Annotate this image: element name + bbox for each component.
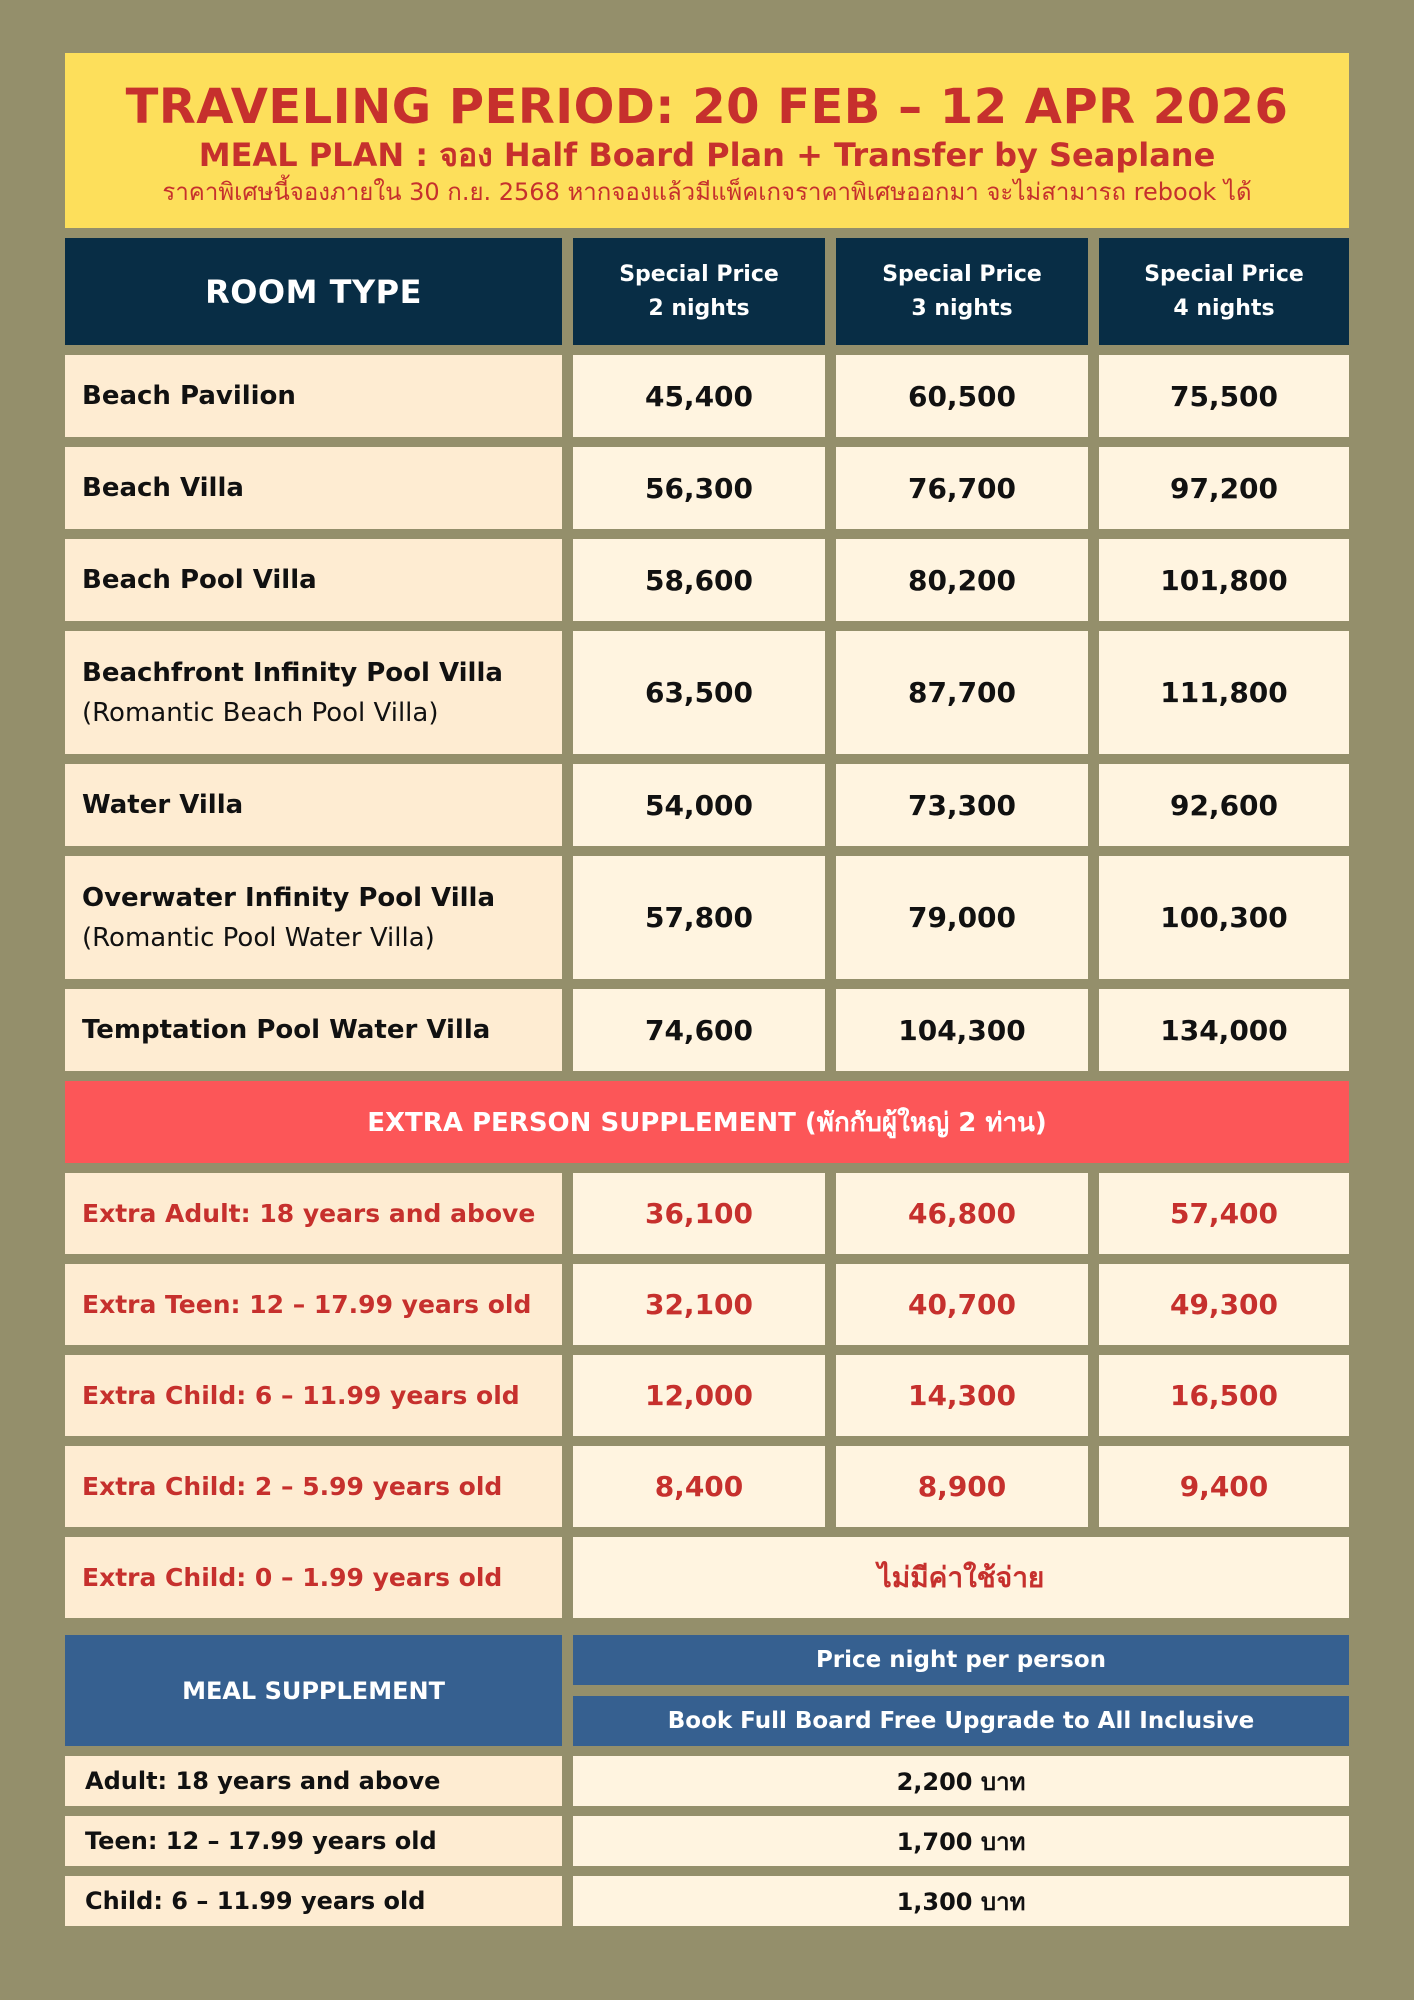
price-3-nights-header: Special Price 3 nights	[836, 238, 1088, 345]
price-cell: 63,500	[573, 631, 825, 754]
booking-note: ราคาพิเศษนี้จองภายใน 30 ก.ย. 2568 หากจองแล้วมีแพ็คเกจราคาพิเศษออกมา จะไม่สามารถ rebook ได้	[162, 177, 1252, 206]
table-row	[65, 1173, 1349, 1254]
price-per-night-header: Price night per person	[573, 1635, 1349, 1685]
price-cell: 58,600	[573, 539, 825, 621]
price-2-nights-header: Special Price 2 nights	[573, 238, 825, 345]
header-banner	[65, 53, 1349, 228]
table-row	[65, 764, 1349, 846]
table-row	[65, 1816, 1349, 1866]
meal-supplement-header	[65, 1635, 1349, 1746]
table-row	[65, 1537, 1349, 1618]
meal-plan-subtitle: MEAL PLAN : จอง Half Board Plan + Transfer by Seaplane	[198, 135, 1216, 174]
table-row	[65, 1264, 1349, 1345]
traveling-period-title: TRAVELING PERIOD: 20 FEB – 12 APR 2026	[125, 78, 1289, 135]
room-name: Overwater Infinity Pool Villa (Romantic Pool Water Villa)	[65, 856, 562, 979]
meal-label: Child: 6 – 11.99 years old	[65, 1876, 562, 1926]
price-cell: 14,300	[836, 1355, 1088, 1436]
price-cell: 76,700	[836, 447, 1088, 529]
price-cell: 12,000	[573, 1355, 825, 1436]
table-row	[65, 539, 1349, 621]
price-cell: 8,400	[573, 1446, 825, 1527]
price-cell: 134,000	[1099, 989, 1349, 1071]
extra-label: Extra Child: 6 – 11.99 years old	[65, 1355, 562, 1436]
table-row	[65, 1446, 1349, 1527]
room-name: Temptation Pool Water Villa	[65, 989, 562, 1071]
price-cell: 74,600	[573, 989, 825, 1071]
price-sheet	[65, 53, 1349, 1926]
table-row	[65, 1756, 1349, 1806]
price-cell: 46,800	[836, 1173, 1088, 1254]
meal-price: 2,200 บาท	[573, 1756, 1349, 1806]
price-cell: 73,300	[836, 764, 1088, 846]
price-cell: 92,600	[1099, 764, 1349, 846]
price-cell: 101,800	[1099, 539, 1349, 621]
price-cell: 54,000	[573, 764, 825, 846]
price-cell: 49,300	[1099, 1264, 1349, 1345]
room-name: Beach Pavilion	[65, 355, 562, 437]
price-cell: 79,000	[836, 856, 1088, 979]
price-cell: 60,500	[836, 355, 1088, 437]
extra-label: Extra Child: 0 – 1.99 years old	[65, 1537, 562, 1618]
price-cell: 100,300	[1099, 856, 1349, 979]
price-cell: 32,100	[573, 1264, 825, 1345]
price-cell: 97,200	[1099, 447, 1349, 529]
extra-person-banner: EXTRA PERSON SUPPLEMENT (พักกับผู้ใหญ่ 2 ท่าน)	[65, 1081, 1349, 1163]
table-row	[65, 631, 1349, 754]
extra-label: Extra Child: 2 – 5.99 years old	[65, 1446, 562, 1527]
price-cell: 45,400	[573, 355, 825, 437]
room-name: Beach Pool Villa	[65, 539, 562, 621]
price-cell: 9,400	[1099, 1446, 1349, 1527]
price-cell: 56,300	[573, 447, 825, 529]
table-row	[65, 1876, 1349, 1926]
price-cell: 40,700	[836, 1264, 1088, 1345]
price-cell: 57,400	[1099, 1173, 1349, 1254]
table-row	[65, 989, 1349, 1071]
price-cell: 16,500	[1099, 1355, 1349, 1436]
meal-label: Adult: 18 years and above	[65, 1756, 562, 1806]
table-row	[65, 447, 1349, 529]
meal-supplement-label: MEAL SUPPLEMENT	[65, 1635, 562, 1746]
table-row	[65, 856, 1349, 979]
price-cell: 57,800	[573, 856, 825, 979]
extra-label: Extra Teen: 12 – 17.99 years old	[65, 1264, 562, 1345]
price-cell: 104,300	[836, 989, 1088, 1071]
price-cell: 87,700	[836, 631, 1088, 754]
price-cell: 36,100	[573, 1173, 825, 1254]
price-cell: 111,800	[1099, 631, 1349, 754]
free-of-charge-cell: ไม่มีค่าใช้จ่าย	[573, 1537, 1349, 1618]
room-type-header: ROOM TYPE	[65, 238, 562, 345]
room-name: Beachfront Infinity Pool Villa (Romantic Beach Pool Villa)	[65, 631, 562, 754]
price-cell: 80,200	[836, 539, 1088, 621]
meal-price: 1,700 บาท	[573, 1816, 1349, 1866]
table-row	[65, 1355, 1349, 1436]
price-4-nights-header: Special Price 4 nights	[1099, 238, 1349, 345]
extra-label: Extra Adult: 18 years and above	[65, 1173, 562, 1254]
full-board-upgrade-header: Book Full Board Free Upgrade to All Inclusive	[573, 1696, 1349, 1746]
price-cell: 8,900	[836, 1446, 1088, 1527]
price-cell: 75,500	[1099, 355, 1349, 437]
table-header-row	[65, 238, 1349, 345]
room-name: Water Villa	[65, 764, 562, 846]
meal-price: 1,300 บาท	[573, 1876, 1349, 1926]
room-name: Beach Villa	[65, 447, 562, 529]
meal-label: Teen: 12 – 17.99 years old	[65, 1816, 562, 1866]
table-row	[65, 355, 1349, 437]
